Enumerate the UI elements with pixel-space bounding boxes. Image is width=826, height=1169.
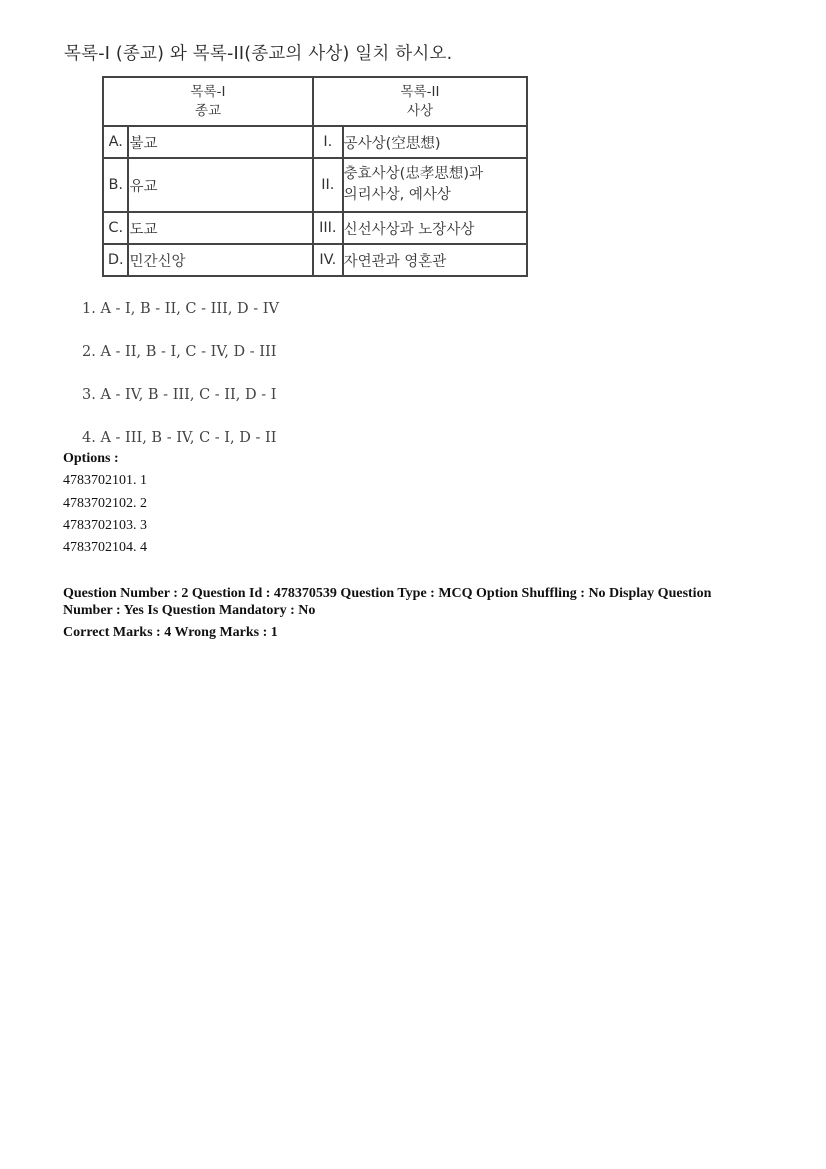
answer-choice-3[interactable]: 3. A - IV, B - III, C - II, D - I (82, 387, 277, 403)
table-row (103, 126, 527, 158)
question-title: 목록-I (종교) 와 목록-II(종교의 사상) 일치 하시오. (64, 44, 453, 64)
thought-line-1: 충효사상(忠孝思想)과 (343, 166, 484, 182)
row-roman: I. (313, 126, 343, 158)
row-letter: C. (103, 212, 128, 244)
option-id-3: 4783702103. 3 (63, 518, 147, 533)
thought-cell: 자연관과 영혼관 (343, 244, 527, 276)
answer-choices (82, 298, 279, 470)
row-letter: B. (103, 158, 128, 212)
question-info-line-1: Question Number : 2 Question Id : 478370539 Question Type : MCQ Option Shuffling : No Display Question (63, 586, 712, 601)
table-row (103, 244, 527, 276)
religion-cell: 민간신앙 (128, 244, 313, 276)
table-header-row (103, 77, 527, 126)
row-letter: D. (103, 244, 128, 276)
answer-choice-2[interactable]: 2. A - II, B - I, C - IV, D - III (82, 344, 277, 360)
question-info-line-2: Number : Yes Is Question Mandatory : No (63, 603, 316, 618)
header-list-2-title: 목록-II (400, 83, 440, 100)
thought-line-2: 의리사상, 예사상 (343, 187, 451, 203)
thought-cell: 신선사상과 노장사상 (343, 212, 527, 244)
row-roman: II. (313, 158, 343, 212)
religion-cell: 유교 (128, 158, 313, 212)
header-list-2 (313, 77, 527, 126)
header-list-2-subtitle: 사상 (406, 102, 434, 119)
match-table (102, 76, 528, 277)
header-list-1-subtitle: 종교 (194, 102, 222, 119)
table-row (103, 212, 527, 244)
answer-choice-4[interactable]: 4. A - III, B - IV, C - I, D - II (82, 430, 277, 446)
row-roman: III. (313, 212, 343, 244)
options-label: Options : (63, 451, 119, 466)
header-list-1 (103, 77, 313, 126)
religion-cell: 불교 (128, 126, 313, 158)
thought-cell: 공사상(空思想) (343, 126, 527, 158)
option-id-2: 4783702102. 2 (63, 496, 147, 511)
row-letter: A. (103, 126, 128, 158)
thought-cell (343, 158, 527, 212)
option-id-4: 4783702104. 4 (63, 540, 147, 555)
row-roman: IV. (313, 244, 343, 276)
header-list-1-title: 목록-I (190, 83, 226, 100)
religion-cell: 도교 (128, 212, 313, 244)
option-id-1: 4783702101. 1 (63, 473, 147, 488)
answer-choice-1[interactable]: 1. A - I, B - II, C - III, D - IV (82, 301, 279, 317)
marks-info: Correct Marks : 4 Wrong Marks : 1 (63, 625, 278, 640)
table-row (103, 158, 527, 212)
